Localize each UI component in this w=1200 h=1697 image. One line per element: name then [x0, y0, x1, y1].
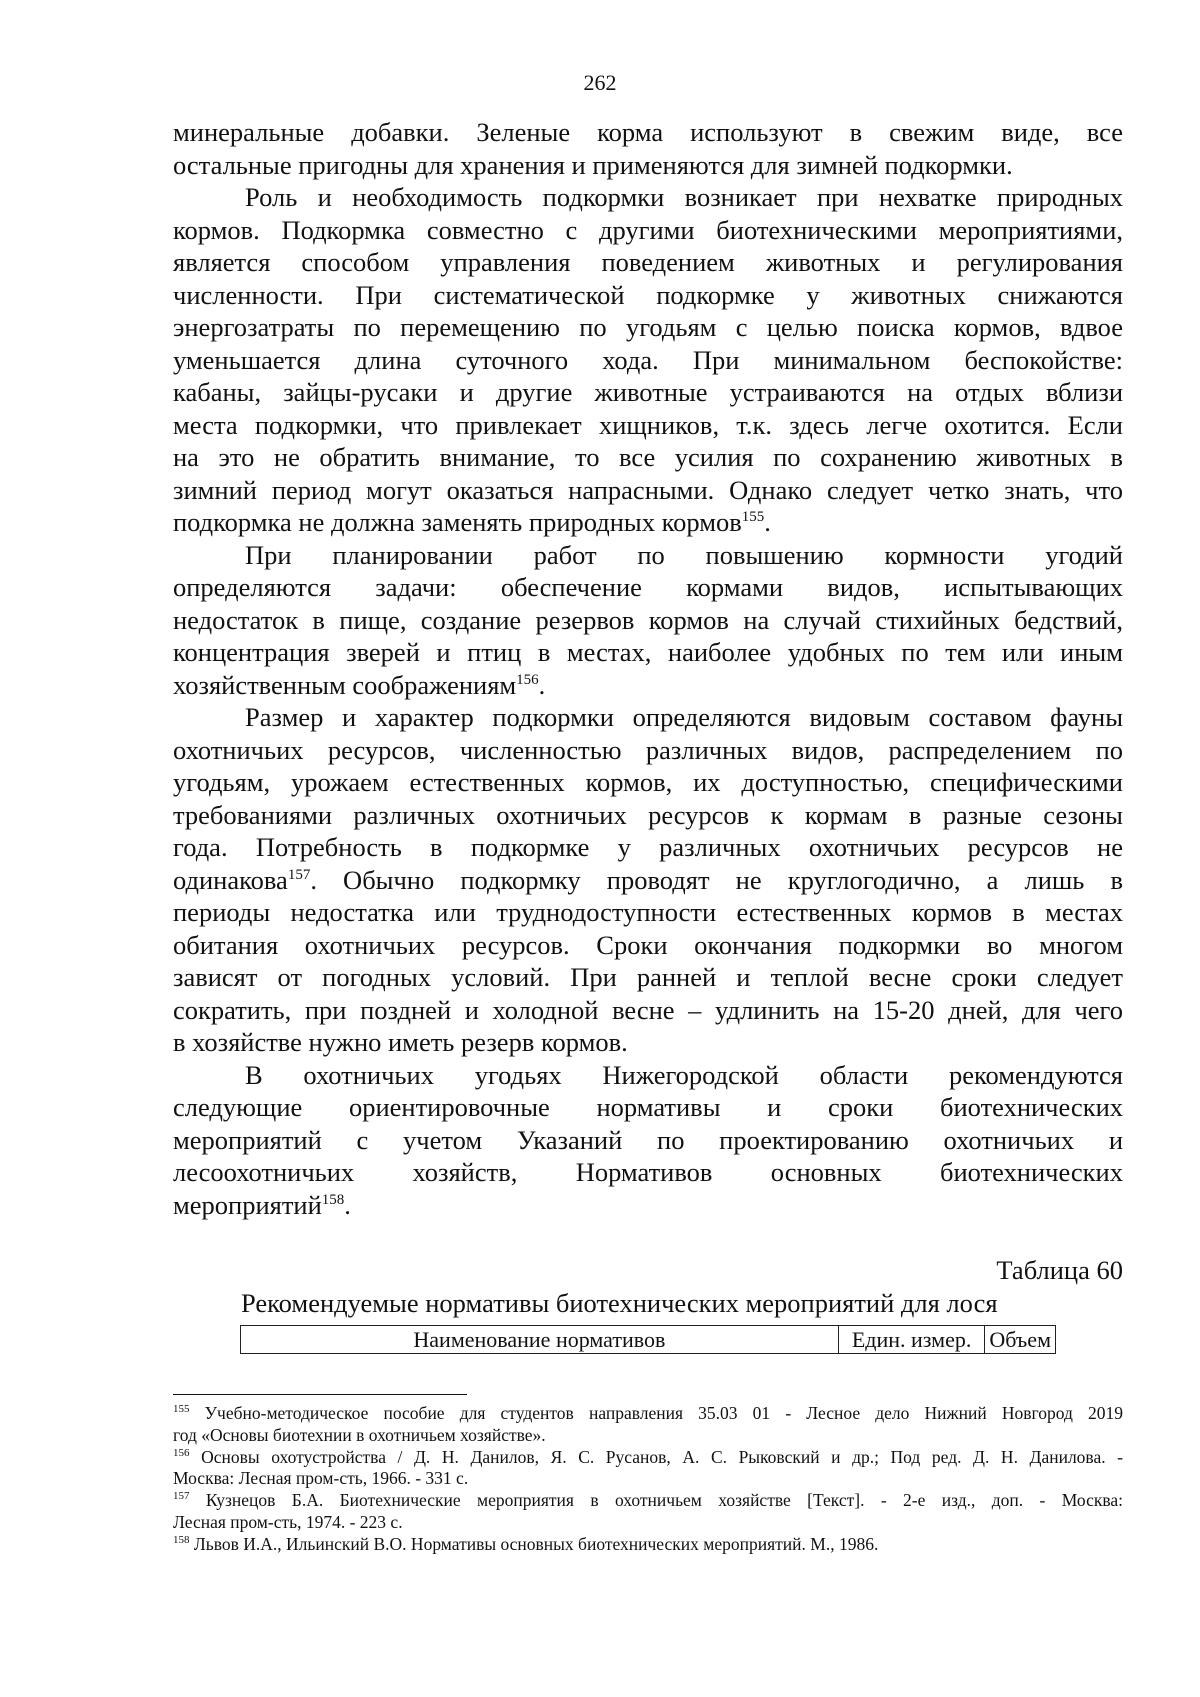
text-line: подкормка не должна заменять природных кормов$^{155}$. [173, 507, 771, 537]
footnote-text: Учебно-методическое пособие для студентов направления 35.03 01 - Лесное дело Нижний Новгород 2019 [204, 1403, 1123, 1423]
text-line: Размер и характер подкормки определяются видовым составом фауны [245, 702, 1123, 732]
table-header-row [241, 1326, 1056, 1354]
footnote-ref-157[interactable]: 157 [287, 866, 311, 883]
text-segment: подкормка не должна заменять природных кормов [173, 507, 742, 537]
footnote-text: Основы охотустройства / Д. Н. Данилов, Я. С. Русанов, А. С. Рыковский и др.; Под ред. Д. Н. Данилова. - [201, 1446, 1123, 1467]
footnote-text: Кузнецов Б.А. Биотехнические мероприятия в охотничьем хозяйстве [Текст]. - 2-е изд., доп. - Москва: [205, 1490, 1123, 1511]
text-line: минеральные добавки. Зеленые корма используют в свежим виде, все [173, 117, 1123, 147]
text-line: В охотничьих угодьях Нижегородской области рекомендуются [245, 1059, 1123, 1090]
text-line: угодьям, урожаем естественных кормов, их доступностью, специфическими [173, 767, 1123, 797]
footnote-158 [173, 1534, 1123, 1556]
footnote-155 [173, 1403, 1123, 1425]
footnote-text: Львов И.А., Ильинский В.О. Нормативы основных биотехнических мероприятий. М., 1986. [193, 1533, 879, 1554]
text-line: года. Потребность в подкормке у различных охотничьих ресурсов не [173, 832, 1123, 862]
text-line: сократить, при поздней и холодной весне – удлинить на 15-20 дней, для чего [173, 994, 1123, 1025]
footnote-text: Лесная пром-сть, 1974. - 223 с. [173, 1511, 403, 1532]
text-line: зависят от погодных условий. При ранней и теплой весне сроки следует [173, 962, 1123, 992]
text-line: мероприятий с учетом Указаний по проектированию охотничьих и [173, 1124, 1123, 1155]
footnote-separator [173, 1394, 467, 1395]
table-header-cell: Объем [985, 1326, 1056, 1354]
text-segment [173, 865, 1123, 895]
footnote-text: Москва: Лесная пром-сть, 1966. - 331 с. [173, 1468, 469, 1489]
text-line [173, 864, 1123, 897]
table-header-cell: Наименование нормативов [241, 1326, 839, 1354]
footnote-marker: 157 [173, 1490, 190, 1503]
text-line: При планировании работ по повышению кормности угодий [245, 539, 1123, 570]
text-line: концентрация зверей и птиц в местах, наиболее удобных по тем или иным [173, 637, 1123, 667]
text-line: определяются задачи: обеспечение кормами видов, испытывающих [173, 572, 1123, 602]
footnote-marker: 158 [173, 1533, 190, 1546]
text-word: одинакова [173, 864, 288, 895]
footnote-text: год «Основы биотехнии в охотничьем хозяйстве». [173, 1424, 546, 1445]
footnote-ref-156[interactable]: 156 [516, 671, 539, 688]
footnote-marker: 156 [173, 1446, 190, 1459]
page-number: 262 [583, 70, 617, 95]
text-line: периоды недостатка или труднодоступности естественных кормов в местах [173, 897, 1123, 927]
text-line: является способом управления поведением животных и регулирования [173, 247, 1123, 277]
table-header-cell: Един. измер. [838, 1326, 985, 1354]
text-line: требованиями различных охотничьих ресурсов к кормам в разные сезоны [173, 799, 1123, 830]
text-line: энергозатраты по перемещению по угодьям с целью поиска кормов, вдвое [173, 312, 1123, 342]
text-line: кормов. Подкормка совместно с другими биотехническими мероприятиями, [173, 214, 1123, 245]
text-line: численности. При систематической подкормке у животных снижаются [173, 279, 1123, 310]
footnote-156 [173, 1447, 1123, 1469]
text-line: недостаток в пище, создание резервов кормов на случай стихийных бедствий, [173, 604, 1123, 635]
text-line: обитания охотничьих ресурсов. Сроки окончания подкормки во многом [173, 929, 1123, 960]
footnote-157 [173, 1490, 1123, 1512]
footnote-ref-158[interactable]: 158 [321, 1191, 345, 1208]
table-caption: Рекомендуемые нормативы биотехнических мероприятий для лося [241, 1287, 998, 1318]
text-line: кабаны, зайцы-русаки и другие животные устраиваются на отдых вблизи [173, 377, 1123, 407]
text-line: Роль и необходимость подкормки возникает при нехватке природных [245, 182, 1123, 212]
footnote-ref-155[interactable]: 155 [741, 509, 765, 526]
text-segment: хозяйственным соображениям [173, 669, 517, 700]
body-text [173, 116, 1123, 1319]
spacer [173, 1221, 1123, 1254]
text-segment: мероприятий [173, 1189, 322, 1220]
text-line: в хозяйстве нужно иметь резерв кормов. [173, 1027, 628, 1057]
footnotes [173, 1403, 1123, 1556]
text-line: зимний период могут оказаться напрасными. Однако следует четко знать, что [173, 474, 1123, 505]
text-line: мероприятий$^{158}$. [173, 1189, 351, 1220]
text-line: лесоохотничьих хозяйств, Нормативов основных биотехнических [173, 1157, 1123, 1187]
text-line: хозяйственным соображениям$^{156}$. [173, 669, 546, 700]
footnote-marker: 155 [173, 1403, 190, 1416]
text-line: следующие ориентировочные нормативы и сроки биотехнических [173, 1092, 1123, 1122]
norms-table [240, 1325, 1056, 1354]
text-line: остальные пригодны для хранения и применяются для зимней подкормки. [173, 149, 1013, 180]
table-label: Таблица 60 [996, 1255, 1123, 1285]
text-line: места подкормки, что привлекает хищников, т.к. здесь легче охотится. Если [173, 409, 1123, 440]
text-line: уменьшается длина суточного хода. При минимальном беспокойстве: [173, 344, 1123, 375]
text-line: на это не обратить внимание, то все усилия по сохранению животных в [173, 442, 1123, 472]
text-line: охотничьих ресурсов, численностью различных видов, распределением по [173, 734, 1123, 765]
text-word: . Обычно подкормку проводят не круглогодично, а лишь в [310, 864, 1123, 895]
